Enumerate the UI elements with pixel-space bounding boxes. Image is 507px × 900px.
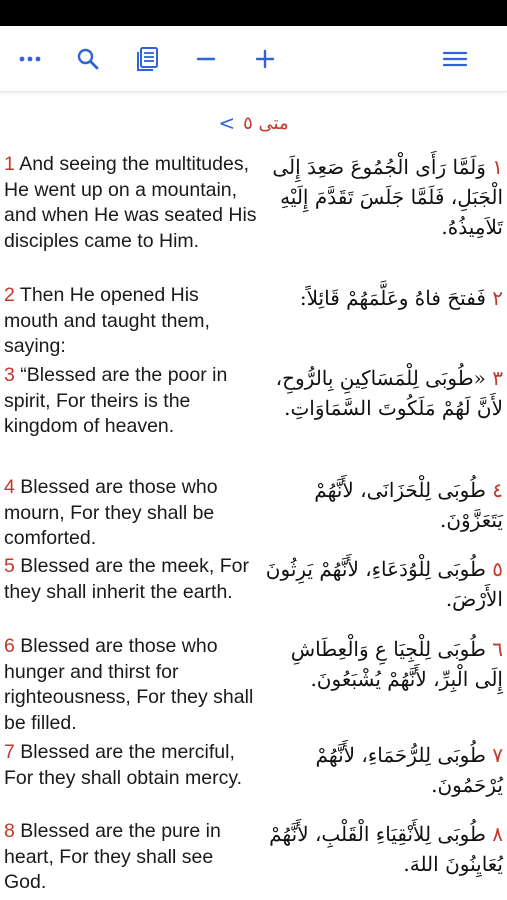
english-verse [0, 283, 258, 363]
hamburger-icon [443, 49, 467, 69]
chapter-title[interactable]: متى ٥ [243, 112, 289, 134]
arabic-verse [258, 554, 507, 634]
verse-number: ٣ [492, 366, 503, 390]
search-button[interactable] [71, 42, 105, 76]
search-icon [76, 47, 100, 71]
english-verse [0, 152, 258, 283]
zoom-in-button[interactable] [248, 42, 282, 76]
verse-list [0, 152, 507, 898]
english-verse [0, 819, 258, 898]
verse-text: And seeing the multitudes, He went up on a mountain, and when He was seated His disciples came to Him. [4, 153, 257, 252]
english-verse [0, 554, 258, 634]
verse-text: Then He opened His mouth and taught them, saying: [4, 284, 210, 357]
chapter-nav [0, 110, 507, 136]
menu-button[interactable] [438, 42, 472, 76]
notes-button[interactable] [130, 42, 164, 76]
arabic-verse [258, 152, 507, 283]
verse-text: وَلَمَّا رَأَى الْجُمُوعَ صَعِدَ إِلَى الْجَبَلِ، فَلَمَّا جَلَسَ تَقَدَّمَ إِلَيْهِ تَلاَمِيذُهُ. [272, 155, 503, 239]
toolbar [0, 26, 507, 92]
arabic-verse [258, 363, 507, 475]
more-button[interactable] [13, 42, 47, 76]
minus-icon [196, 49, 216, 69]
ellipsis-icon [19, 55, 41, 63]
verse-row-8[interactable] [0, 819, 507, 898]
verse-number: 4 [4, 476, 15, 498]
verse-number: 1 [4, 153, 15, 175]
verse-text: Blessed are those who hunger and thirst for righteousness, For they shall be filled. [4, 635, 254, 734]
verse-number: ٦ [492, 637, 503, 661]
arabic-verse [258, 475, 507, 554]
verse-row-7[interactable] [0, 740, 507, 819]
previous-chapter-chevron-icon[interactable]: < [218, 111, 236, 135]
verse-number: 5 [4, 555, 15, 577]
verse-row-5[interactable] [0, 554, 507, 634]
verse-text: “Blessed are the poor in spirit, For theirs is the kingdom of heaven. [4, 364, 228, 437]
status-bar [0, 0, 507, 26]
verse-text: طُوبَى لِلْحَزَانَى، لأَنَّهُمْ يَتَعَزَّوْنَ. [314, 478, 503, 532]
verse-text: طُوبَى لِلْوُدَعَاءِ، لأَنَّهُمْ يَرِثُونَ الأَرْضَ. [265, 557, 503, 611]
english-verse [0, 634, 258, 740]
verse-text: طُوبَى لِلرُّحَمَاءِ، لأَنَّهُمْ يُرْحَمُونَ. [315, 743, 503, 797]
plus-icon [255, 49, 275, 69]
arabic-verse [258, 634, 507, 740]
verse-text: طُوبَى لِلأَنْقِيَاءِ الْقَلْبِ، لأَنَّهُمْ يُعَايِنُونَ اللهَ. [269, 822, 503, 876]
english-verse [0, 475, 258, 554]
verse-text: طُوبَى لِلْجِيَا عِ وَالْعِطَاشِ إِلَى الْبِرِّ، لأَنَّهُمْ يُشْبَعُونَ. [290, 637, 503, 691]
verse-text: Blessed are the meek, For they shall inherit the earth. [4, 555, 249, 603]
verse-row-6[interactable] [0, 634, 507, 740]
arabic-verse [258, 740, 507, 819]
verse-text: فَفتحَ فاهُ وعَلَّمَهُمْ قَائِلاً: [299, 286, 493, 310]
verse-number: 3 [4, 364, 15, 386]
verse-number: 8 [4, 820, 15, 842]
verse-text: Blessed are the merciful, For they shall obtain mercy. [4, 741, 243, 789]
arabic-verse [258, 283, 507, 363]
verse-number: ٢ [492, 286, 503, 310]
verse-number: ٥ [492, 557, 503, 581]
verse-row-2[interactable] [0, 283, 507, 363]
arabic-verse [258, 819, 507, 898]
verse-row-1[interactable] [0, 152, 507, 283]
verse-number: ٨ [492, 822, 503, 846]
verse-number: 7 [4, 741, 15, 763]
verse-number: 2 [4, 284, 15, 306]
verse-number: ١ [492, 155, 503, 179]
verse-row-4[interactable] [0, 475, 507, 554]
verse-text: Blessed are the pure in heart, For they shall see God. [4, 820, 221, 893]
verse-text: Blessed are those who mourn, For they shall be comforted. [4, 476, 218, 549]
english-verse [0, 363, 258, 475]
verse-text: «طُوبَى لِلْمَسَاكِينِ بِالرُّوحِ، لأَنَّ لَهُمْ مَلَكُوتَ السَّمَاوَاتِ. [275, 366, 503, 420]
zoom-out-button[interactable] [189, 42, 223, 76]
verse-number: ٤ [492, 478, 503, 502]
verse-number: 6 [4, 635, 15, 657]
notes-icon [134, 46, 160, 72]
english-verse [0, 740, 258, 819]
verse-number: ٧ [492, 743, 503, 767]
verse-row-3[interactable] [0, 363, 507, 475]
